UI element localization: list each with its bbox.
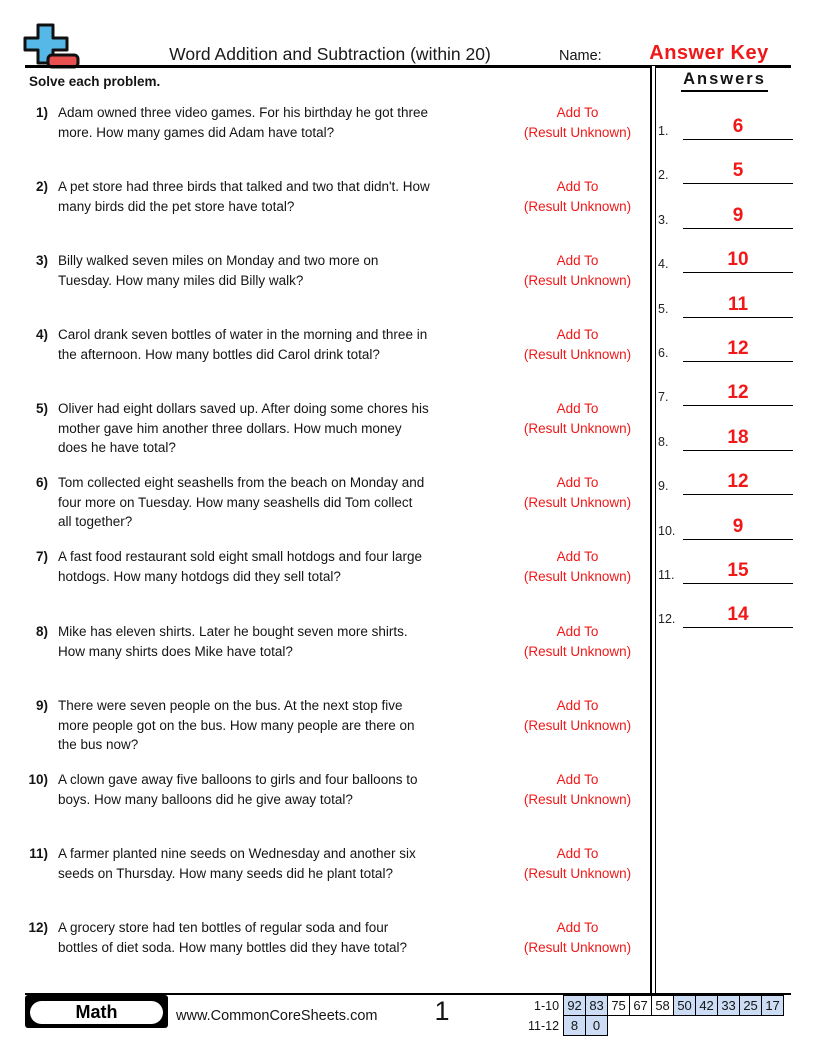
answer-value: 10 [683, 247, 793, 273]
grading-score-cell: 58 [652, 996, 674, 1016]
problem-type-line2: (Result Unknown) [523, 420, 632, 436]
plus-minus-logo-icon [22, 12, 84, 72]
problem-type-line1: Add To [556, 920, 599, 935]
problem-text [58, 918, 510, 957]
answer-value: 15 [683, 558, 793, 584]
problem-text-line: There were seven people on the bus. At the next stop five [58, 698, 403, 713]
grading-score-cell: 0 [586, 1016, 608, 1036]
problem-type-line2: (Result Unknown) [523, 198, 632, 214]
answer-number: 9. [658, 479, 669, 493]
problem-type-label [512, 177, 643, 216]
answer-number: 5. [658, 302, 669, 316]
grading-score-cell: 17 [762, 996, 784, 1016]
problem-text-line: mother gave him another three dollars. How much money [58, 420, 402, 436]
problem-text-line: Oliver had eight dollars saved up. After doing some chores his [58, 401, 429, 416]
problem-text [58, 547, 510, 586]
answer-value: 11 [683, 292, 793, 318]
problem-type-label [512, 251, 643, 290]
answer-value: 9 [683, 514, 793, 540]
problem-text [58, 770, 510, 809]
problem-text-line: Billy walked seven miles on Monday and two more on [58, 253, 379, 268]
problem-type-line2: (Result Unknown) [523, 494, 632, 510]
subject-label: Math [30, 1001, 163, 1024]
answer-value: 9 [683, 203, 793, 229]
answer-value: 6 [683, 114, 793, 140]
problem-type-label [512, 696, 643, 735]
problem-text-line: A clown gave away five balloons to girls and four balloons to [58, 772, 418, 787]
problem-type-line2: (Result Unknown) [523, 717, 632, 733]
problem-type-label [512, 103, 643, 142]
problem-number: 12) [28, 920, 48, 935]
problem-number: 2) [35, 179, 48, 194]
problem-type-line2: (Result Unknown) [523, 568, 632, 584]
instructions-text: Solve each problem. [29, 74, 161, 89]
problem-text-line: A fast food restaurant sold eight small hotdogs and four large [58, 549, 422, 564]
problem-text-line: Tuesday. How many miles did Billy walk? [58, 272, 304, 288]
problem-number: 1) [35, 105, 48, 120]
problem-type-line1: Add To [556, 624, 599, 639]
problem-text-line: How many shirts does Mike have total? [58, 643, 293, 659]
answer-value: 5 [683, 158, 793, 184]
page-number: 1 [434, 996, 450, 1026]
grading-score-cell: 50 [674, 996, 696, 1016]
problem-number: 3) [35, 253, 48, 268]
problem-number: 4) [35, 327, 48, 342]
problem-text-line: does he have total? [58, 440, 176, 455]
problem-type-label [512, 325, 643, 364]
problem-text-line: A grocery store had ten bottles of regular soda and four [58, 920, 389, 935]
problem-text-line: A farmer planted nine seeds on Wednesday and another six [58, 846, 416, 861]
problem-type-line1: Add To [556, 327, 599, 342]
problem-type-line1: Add To [556, 772, 599, 787]
answer-number: 11. [658, 568, 675, 582]
problem-text [58, 696, 510, 755]
problem-type-line1: Add To [556, 475, 599, 490]
answer-value: 12 [683, 380, 793, 406]
answer-number: 8. [658, 435, 669, 449]
problem-number: 8) [35, 624, 48, 639]
page-title: Word Addition and Subtraction (within 20) [169, 44, 491, 64]
problem-text-line: the bus now? [58, 737, 139, 752]
grading-score-cell: 25 [740, 996, 762, 1016]
problem-type-line1: Add To [556, 105, 599, 120]
problem-type-line1: Add To [556, 846, 599, 861]
header-divider [25, 65, 791, 68]
problem-type-label [512, 399, 643, 438]
problem-text-line: Mike has eleven shirts. Later he bought seven more shirts. [58, 624, 408, 639]
answer-number: 6. [658, 346, 669, 360]
problem-text-line: boys. How many balloons did he give away total? [58, 791, 353, 807]
problem-text-line: hotdogs. How many hotdogs did they sell total? [58, 568, 341, 584]
grading-range-label: 11-12 [528, 1018, 560, 1033]
problem-text [58, 473, 510, 532]
problem-text-line: bottles of diet soda. How many bottles did they have total? [58, 939, 407, 955]
problem-text-line: Carol drank seven bottles of water in the morning and three in [58, 327, 428, 342]
problem-text [58, 251, 510, 290]
answer-number: 1. [658, 124, 669, 138]
problem-type-line1: Add To [556, 253, 599, 268]
grading-score-cell: 8 [564, 1016, 586, 1036]
problem-type-line2: (Result Unknown) [523, 791, 632, 807]
problem-type-label [512, 622, 643, 661]
website-text: www.CommonCoreSheets.com [176, 1008, 378, 1024]
problem-type-line2: (Result Unknown) [523, 272, 632, 288]
grading-score-cell: 92 [564, 996, 586, 1016]
answer-number: 3. [658, 213, 669, 227]
grading-score-cell: 75 [608, 996, 630, 1016]
grading-score-cell: 42 [696, 996, 718, 1016]
problem-text-line: more people got on the bus. How many people are there on [58, 717, 415, 733]
problem-text-line: seeds on Thursday. How many seeds did he plant total? [58, 865, 393, 881]
answer-value: 12 [683, 469, 793, 495]
problem-type-line1: Add To [556, 549, 599, 564]
grading-score-cell: 33 [718, 996, 740, 1016]
grading-table-row [528, 996, 784, 1016]
grading-score-cell: 83 [586, 996, 608, 1016]
grading-table [528, 995, 784, 1036]
problem-text-line: Tom collected eight seashells from the beach on Monday and [58, 475, 425, 490]
problem-text [58, 399, 510, 458]
answer-number: 4. [658, 257, 669, 271]
problem-number: 5) [35, 401, 48, 416]
problem-number: 7) [35, 549, 48, 564]
answer-number: 12. [658, 612, 676, 626]
name-label: Name: [559, 48, 602, 64]
answer-value: 14 [683, 602, 793, 628]
problem-text [58, 103, 510, 142]
problem-type-label [512, 473, 643, 512]
answer-value: 18 [683, 425, 793, 451]
problem-text [58, 325, 510, 364]
grading-score-cell: 67 [630, 996, 652, 1016]
problem-type-line1: Add To [556, 401, 599, 416]
problem-type-label [512, 918, 643, 957]
problem-text-line: the afternoon. How many bottles did Carol drink total? [58, 346, 380, 362]
problem-text-line: four more on Tuesday. How many seashells did Tom collect [58, 494, 413, 510]
answer-number: 2. [658, 168, 669, 182]
problem-type-line2: (Result Unknown) [523, 124, 632, 140]
problem-type-line2: (Result Unknown) [523, 643, 632, 659]
problem-type-label [512, 770, 643, 809]
problem-text-line: more. How many games did Adam have total? [58, 124, 335, 140]
problem-text-line: all together? [58, 514, 133, 529]
problem-text-line: many birds did the pet store have total? [58, 198, 295, 214]
grading-range-label: 1-10 [534, 998, 560, 1013]
subject-badge [25, 995, 168, 1028]
problem-text [58, 177, 510, 216]
problem-type-line2: (Result Unknown) [523, 346, 632, 362]
answer-number: 10. [658, 524, 676, 538]
problem-number: 11) [29, 846, 48, 861]
problem-type-label [512, 844, 643, 883]
problem-type-line2: (Result Unknown) [523, 865, 632, 881]
problem-text-line: A pet store had three birds that talked and two that didn't. How [58, 179, 430, 194]
problem-text-line: Adam owned three video games. For his birthday he got three [58, 105, 428, 120]
answers-title: Answers [658, 70, 791, 92]
answer-value: 12 [683, 336, 793, 362]
problem-type-line1: Add To [556, 179, 599, 194]
problem-type-line2: (Result Unknown) [523, 939, 632, 955]
grading-table-row [528, 1016, 784, 1036]
problem-number: 6) [35, 475, 48, 490]
problem-number: 9) [35, 698, 48, 713]
answer-key-text: Answer Key [649, 42, 769, 64]
problem-text [58, 844, 510, 883]
answers-column-divider [650, 66, 656, 994]
problem-type-line1: Add To [556, 698, 599, 713]
problem-type-label [512, 547, 643, 586]
problem-number: 10) [28, 772, 48, 787]
problem-text [58, 622, 510, 661]
answer-number: 7. [658, 390, 669, 404]
